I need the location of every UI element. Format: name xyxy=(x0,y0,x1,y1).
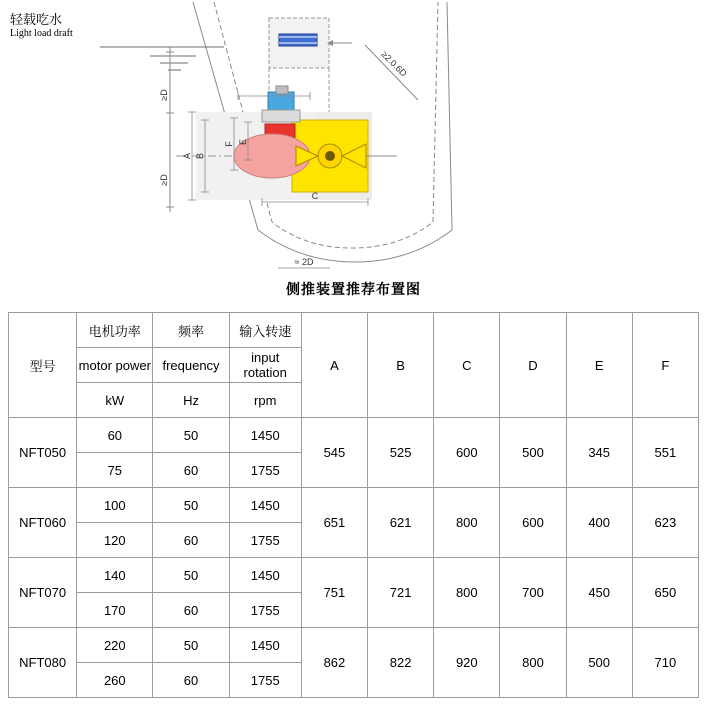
header-rpm-cn: 输入转速 xyxy=(229,313,301,348)
cell-model: NFT070 xyxy=(9,558,77,628)
svg-text:≥2.0.6D: ≥2.0.6D xyxy=(379,49,409,79)
header-model: 型号 xyxy=(9,313,77,418)
cell-frequency: 60 xyxy=(153,453,229,488)
header-frequency-en: frequency xyxy=(153,348,229,383)
cell-frequency: 50 xyxy=(153,488,229,523)
cell-dim-e: 345 xyxy=(566,418,632,488)
table-header xyxy=(9,313,699,418)
header-row-cn xyxy=(9,313,699,348)
cell-frequency: 60 xyxy=(153,523,229,558)
header-power-en: motor power xyxy=(77,348,153,383)
thruster-arrangement-diagram xyxy=(0,0,707,310)
table-body xyxy=(9,418,699,698)
diagram-caption: 侧推装置推荐布置图 xyxy=(286,281,421,297)
cell-frequency: 50 xyxy=(153,558,229,593)
cell-rpm: 1755 xyxy=(229,593,301,628)
table-row xyxy=(9,418,699,453)
header-rpm-en: input rotation xyxy=(229,348,301,383)
cell-dim-e: 500 xyxy=(566,628,632,698)
cell-rpm: 1450 xyxy=(229,558,301,593)
cell-dim-f: 650 xyxy=(632,558,698,628)
cell-dim-c: 600 xyxy=(434,418,500,488)
table-row xyxy=(9,558,699,593)
header-frequency-cn: 频率 xyxy=(153,313,229,348)
cell-power: 260 xyxy=(77,663,153,698)
svg-text:B: B xyxy=(195,152,205,160)
specification-table-wrapper xyxy=(8,312,699,698)
header-frequency-unit: Hz xyxy=(153,383,229,418)
header-rpm-unit: rpm xyxy=(229,383,301,418)
cell-rpm: 1755 xyxy=(229,453,301,488)
cell-frequency: 60 xyxy=(153,593,229,628)
light-load-draft-label xyxy=(10,12,73,41)
cell-dim-f: 551 xyxy=(632,418,698,488)
draft-label-cn: 轻载吃水 xyxy=(10,12,63,27)
cell-power: 75 xyxy=(77,453,153,488)
cell-model: NFT060 xyxy=(9,488,77,558)
svg-text:≈ 2D: ≈ 2D xyxy=(294,257,314,267)
cell-dim-b: 721 xyxy=(368,558,434,628)
cell-power: 140 xyxy=(77,558,153,593)
cell-dim-c: 920 xyxy=(434,628,500,698)
cell-dim-c: 800 xyxy=(434,558,500,628)
cell-frequency: 50 xyxy=(153,628,229,663)
header-dim-e: E xyxy=(566,313,632,418)
cell-dim-b: 822 xyxy=(368,628,434,698)
svg-text:≥D: ≥D xyxy=(159,89,169,101)
svg-text:C: C xyxy=(311,191,319,201)
cell-rpm: 1450 xyxy=(229,488,301,523)
header-dim-f: F xyxy=(632,313,698,418)
cell-power: 220 xyxy=(77,628,153,663)
cell-dim-b: 621 xyxy=(368,488,434,558)
svg-text:F: F xyxy=(224,141,234,147)
cell-dim-a: 862 xyxy=(301,628,367,698)
cell-frequency: 60 xyxy=(153,663,229,698)
cell-model: NFT050 xyxy=(9,418,77,488)
cell-dim-e: 400 xyxy=(566,488,632,558)
cell-rpm: 1450 xyxy=(229,418,301,453)
cell-dim-e: 450 xyxy=(566,558,632,628)
diagram-svg xyxy=(0,0,707,310)
cell-model: NFT080 xyxy=(9,628,77,698)
header-dim-b: B xyxy=(368,313,434,418)
cell-dim-a: 751 xyxy=(301,558,367,628)
cell-dim-d: 600 xyxy=(500,488,566,558)
header-dim-d: D xyxy=(500,313,566,418)
cell-dim-d: 800 xyxy=(500,628,566,698)
cell-dim-d: 500 xyxy=(500,418,566,488)
cell-rpm: 1755 xyxy=(229,663,301,698)
svg-text:A: A xyxy=(182,152,192,160)
cell-dim-c: 800 xyxy=(434,488,500,558)
table-row xyxy=(9,488,699,523)
cell-dim-d: 700 xyxy=(500,558,566,628)
header-dim-a: A xyxy=(301,313,367,418)
cell-power: 120 xyxy=(77,523,153,558)
cell-dim-f: 623 xyxy=(632,488,698,558)
cell-frequency: 50 xyxy=(153,418,229,453)
cell-rpm: 1755 xyxy=(229,523,301,558)
specification-table xyxy=(8,312,699,698)
header-power-unit: kW xyxy=(77,383,153,418)
cell-dim-b: 525 xyxy=(368,418,434,488)
svg-text:E: E xyxy=(238,138,248,146)
cell-rpm: 1450 xyxy=(229,628,301,663)
cell-power: 60 xyxy=(77,418,153,453)
cell-power: 170 xyxy=(77,593,153,628)
draft-label-en: Light load draft xyxy=(10,28,73,40)
table-row xyxy=(9,628,699,663)
cell-dim-f: 710 xyxy=(632,628,698,698)
cell-dim-a: 545 xyxy=(301,418,367,488)
cell-dim-a: 651 xyxy=(301,488,367,558)
svg-text:≥D: ≥D xyxy=(159,174,169,186)
header-dim-c: C xyxy=(434,313,500,418)
header-power-cn: 电机功率 xyxy=(77,313,153,348)
cell-power: 100 xyxy=(77,488,153,523)
